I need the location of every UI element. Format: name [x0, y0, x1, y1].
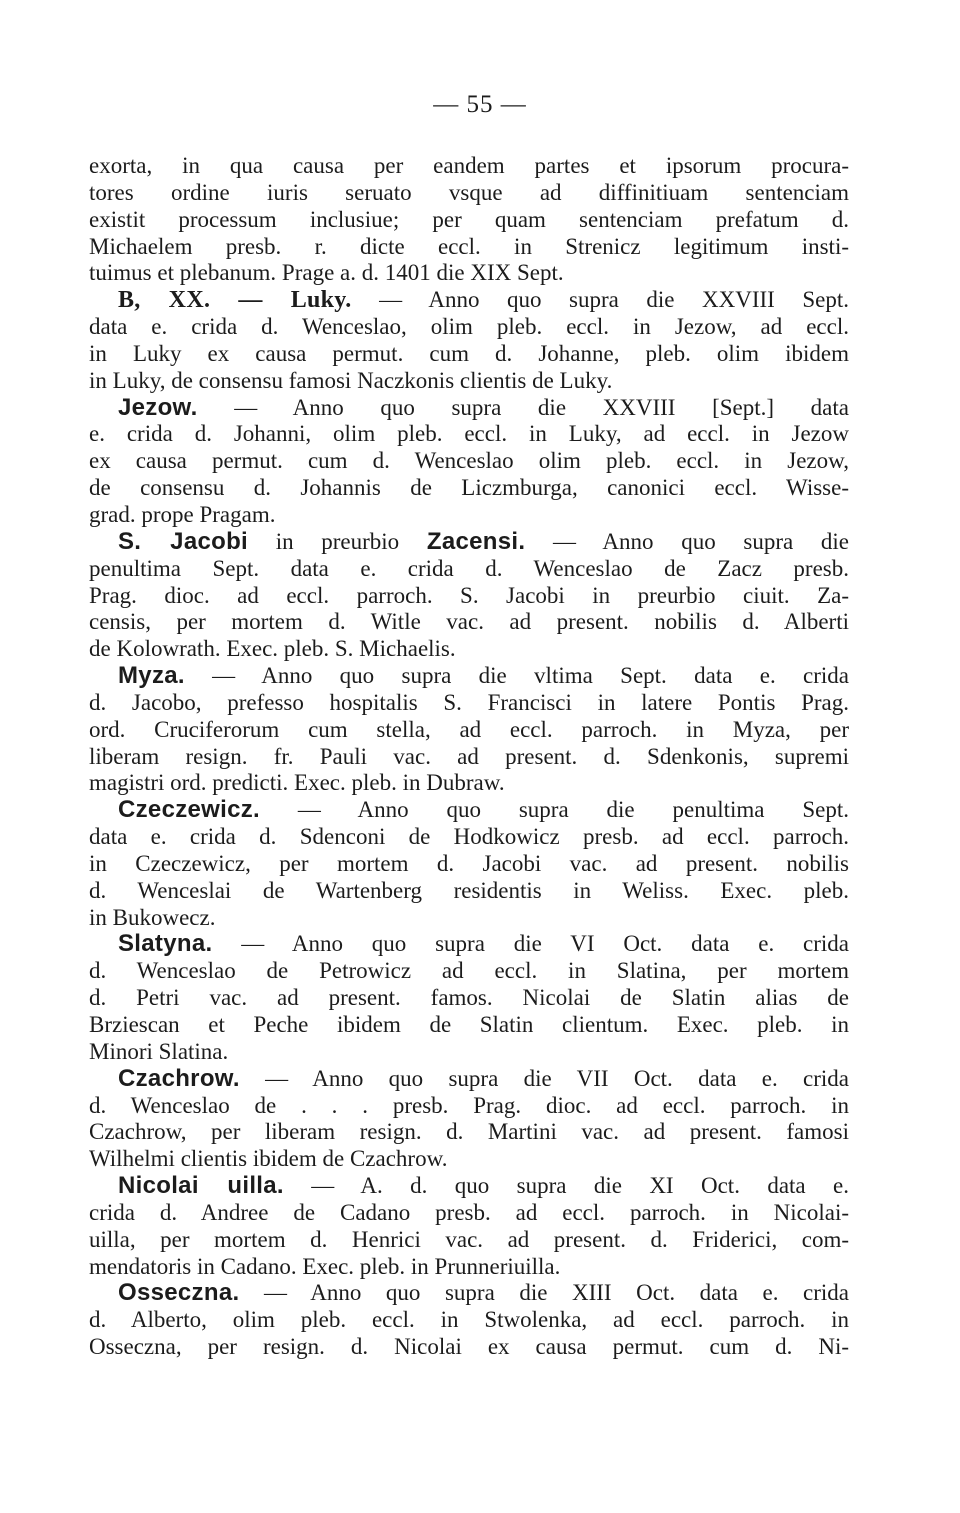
entry-heading: Czeczewicz.	[118, 797, 261, 824]
entry-heading: Jezow.	[118, 394, 198, 421]
text-line: data e. crida d. Sdenconi de Hodkowicz presb. ad eccl. parroch.	[89, 824, 849, 850]
text-line: d. Wenceslao de Petrowicz ad eccl. in Slatina, per mortem	[89, 958, 849, 984]
text-line: de Kolowrath. Exec. pleb. S. Michaelis.	[89, 636, 456, 662]
text-line: Minori Slatina.	[89, 1038, 229, 1064]
entry-heading: Nicolai uilla.	[118, 1173, 284, 1200]
text-line: penultima Sept. data e. crida d. Wenceslao de Zacz presb.	[89, 555, 849, 581]
text-line: in Luky ex causa permut. cum d. Johanne, pleb. olim ibidem	[89, 340, 849, 366]
text-line: data e. crida d. Wenceslao, olim pleb. eccl. in Jezow, ad eccl.	[89, 314, 849, 340]
text-line: in Luky, de consensu famosi Naczkonis clientis de Luky.	[89, 367, 613, 393]
page-number: — 55 —	[433, 91, 527, 118]
text-line: exorta, in qua causa per eandem partes et ipsorum procura-	[89, 153, 849, 178]
text-line: censis, per mortem d. Witle vac. ad present. nobilis d. Alberti	[89, 609, 849, 635]
text-line: in Bukowecz.	[89, 904, 216, 930]
text-line: Prag. dioc. ad eccl. parroch. S. Jacobi in preurbio ciuit. Za-	[89, 582, 849, 608]
entry-heading-line: B, XX. — Luky. — Anno quo supra die XXVIII Sept.	[118, 287, 849, 314]
text-line: Michaelem presb. r. dicte eccl. in Strenicz legitimum insti-	[89, 233, 849, 259]
text-line: tuimus et plebanum. Prage a. d. 1401 die XIX Sept.	[89, 260, 564, 286]
entry-heading-line: Czeczewicz. — Anno quo supra die penultima Sept.	[118, 797, 849, 824]
text-line: d. Alberto, olim pleb. eccl. in Stwolenka, ad eccl. parroch. in	[89, 1307, 849, 1333]
text-line: grad. prope Pragam.	[89, 501, 276, 527]
entry-heading: B, XX. — Luky.	[118, 287, 352, 314]
text-line: magistri ord. predicti. Exec. pleb. in Dubraw.	[89, 770, 505, 796]
body-text	[89, 153, 849, 1361]
text-line: in Czeczewicz, per mortem d. Jacobi vac. ad present. nobilis	[89, 850, 849, 876]
text-line: liberam resign. fr. Pauli vac. ad present. d. Sdenkonis, supremi	[89, 743, 849, 769]
entry-heading-line: Nicolai uilla. — A. d. quo supra die XI Oct. data e.	[118, 1173, 849, 1200]
entry-heading-line: Slatyna. — Anno quo supra die VI Oct. data e. crida	[118, 931, 849, 958]
text-line: Wilhelmi clientis ibidem de Czachrow.	[89, 1146, 448, 1172]
text-line: tores ordine iuris seruato vsque ad diffinitiuam sentenciam	[89, 179, 849, 205]
text-line: d. Wenceslai de Wartenberg residentis in Weliss. Exec. pleb.	[89, 877, 849, 903]
entry-heading-line: S. Jacobi in preurbio Zacensi. — Anno quo supra die	[118, 528, 849, 555]
text-line: ex causa permut. cum d. Wenceslao olim pleb. eccl. in Jezow,	[89, 448, 849, 474]
text-line: e. crida d. Johanni, olim pleb. eccl. in Luky, ad eccl. in Jezow	[89, 421, 849, 447]
entry-heading-line: Jezow. — Anno quo supra die XXVIII [Sept.] data	[118, 394, 849, 421]
text-line: uilla, per mortem d. Henrici vac. ad present. d. Friderici, com-	[89, 1226, 849, 1252]
text-line: existit processum inclusiue; per quam sentenciam prefatum d.	[89, 206, 849, 232]
entry-heading-line: Czachrow. — Anno quo supra die VII Oct. data e. crida	[118, 1065, 849, 1092]
entry-heading: Myza.	[118, 663, 185, 690]
entry-heading-line: Osseczna. — Anno quo supra die XIII Oct. data e. crida	[118, 1280, 849, 1307]
text-line: de consensu d. Johannis de Liczmburga, canonici eccl. Wisse-	[89, 475, 849, 501]
entry-heading-line: Myza. — Anno quo supra die vltima Sept. data e. crida	[118, 663, 849, 690]
text-line: d. Wenceslao de . . . presb. Prag. dioc. ad eccl. parroch. in	[89, 1092, 849, 1118]
entry-heading: Czachrow.	[118, 1065, 240, 1092]
text-line: ord. Cruciferorum cum stella, ad eccl. parroch. in Myza, per	[89, 716, 849, 742]
text-line: Brziescan et Peche ibidem de Slatin clientum. Exec. pleb. in	[89, 1012, 849, 1037]
entry-heading: Osseczna.	[118, 1280, 240, 1307]
text-line: mendatoris in Cadano. Exec. pleb. in Prunneriuilla.	[89, 1253, 561, 1279]
text-line: Czachrow, per liberam resign. d. Martini vac. ad present. famosi	[89, 1119, 849, 1145]
text-line: d. Petri vac. ad present. famos. Nicolai de Slatin alias de	[89, 985, 849, 1011]
text-line: d. Jacobo, prefesso hospitalis S. Francisci in latere Pontis Prag.	[89, 689, 849, 715]
entry-heading: S. Jacobi	[118, 528, 249, 555]
entry-heading: Zacensi.	[426, 528, 526, 555]
text-line: Osseczna, per resign. d. Nicolai ex causa permut. cum d. Ni-	[89, 1334, 849, 1360]
entry-heading: Slatyna.	[118, 931, 213, 958]
text-line: crida d. Andree de Cadano presb. ad eccl. parroch. in Nicolai-	[89, 1199, 849, 1225]
